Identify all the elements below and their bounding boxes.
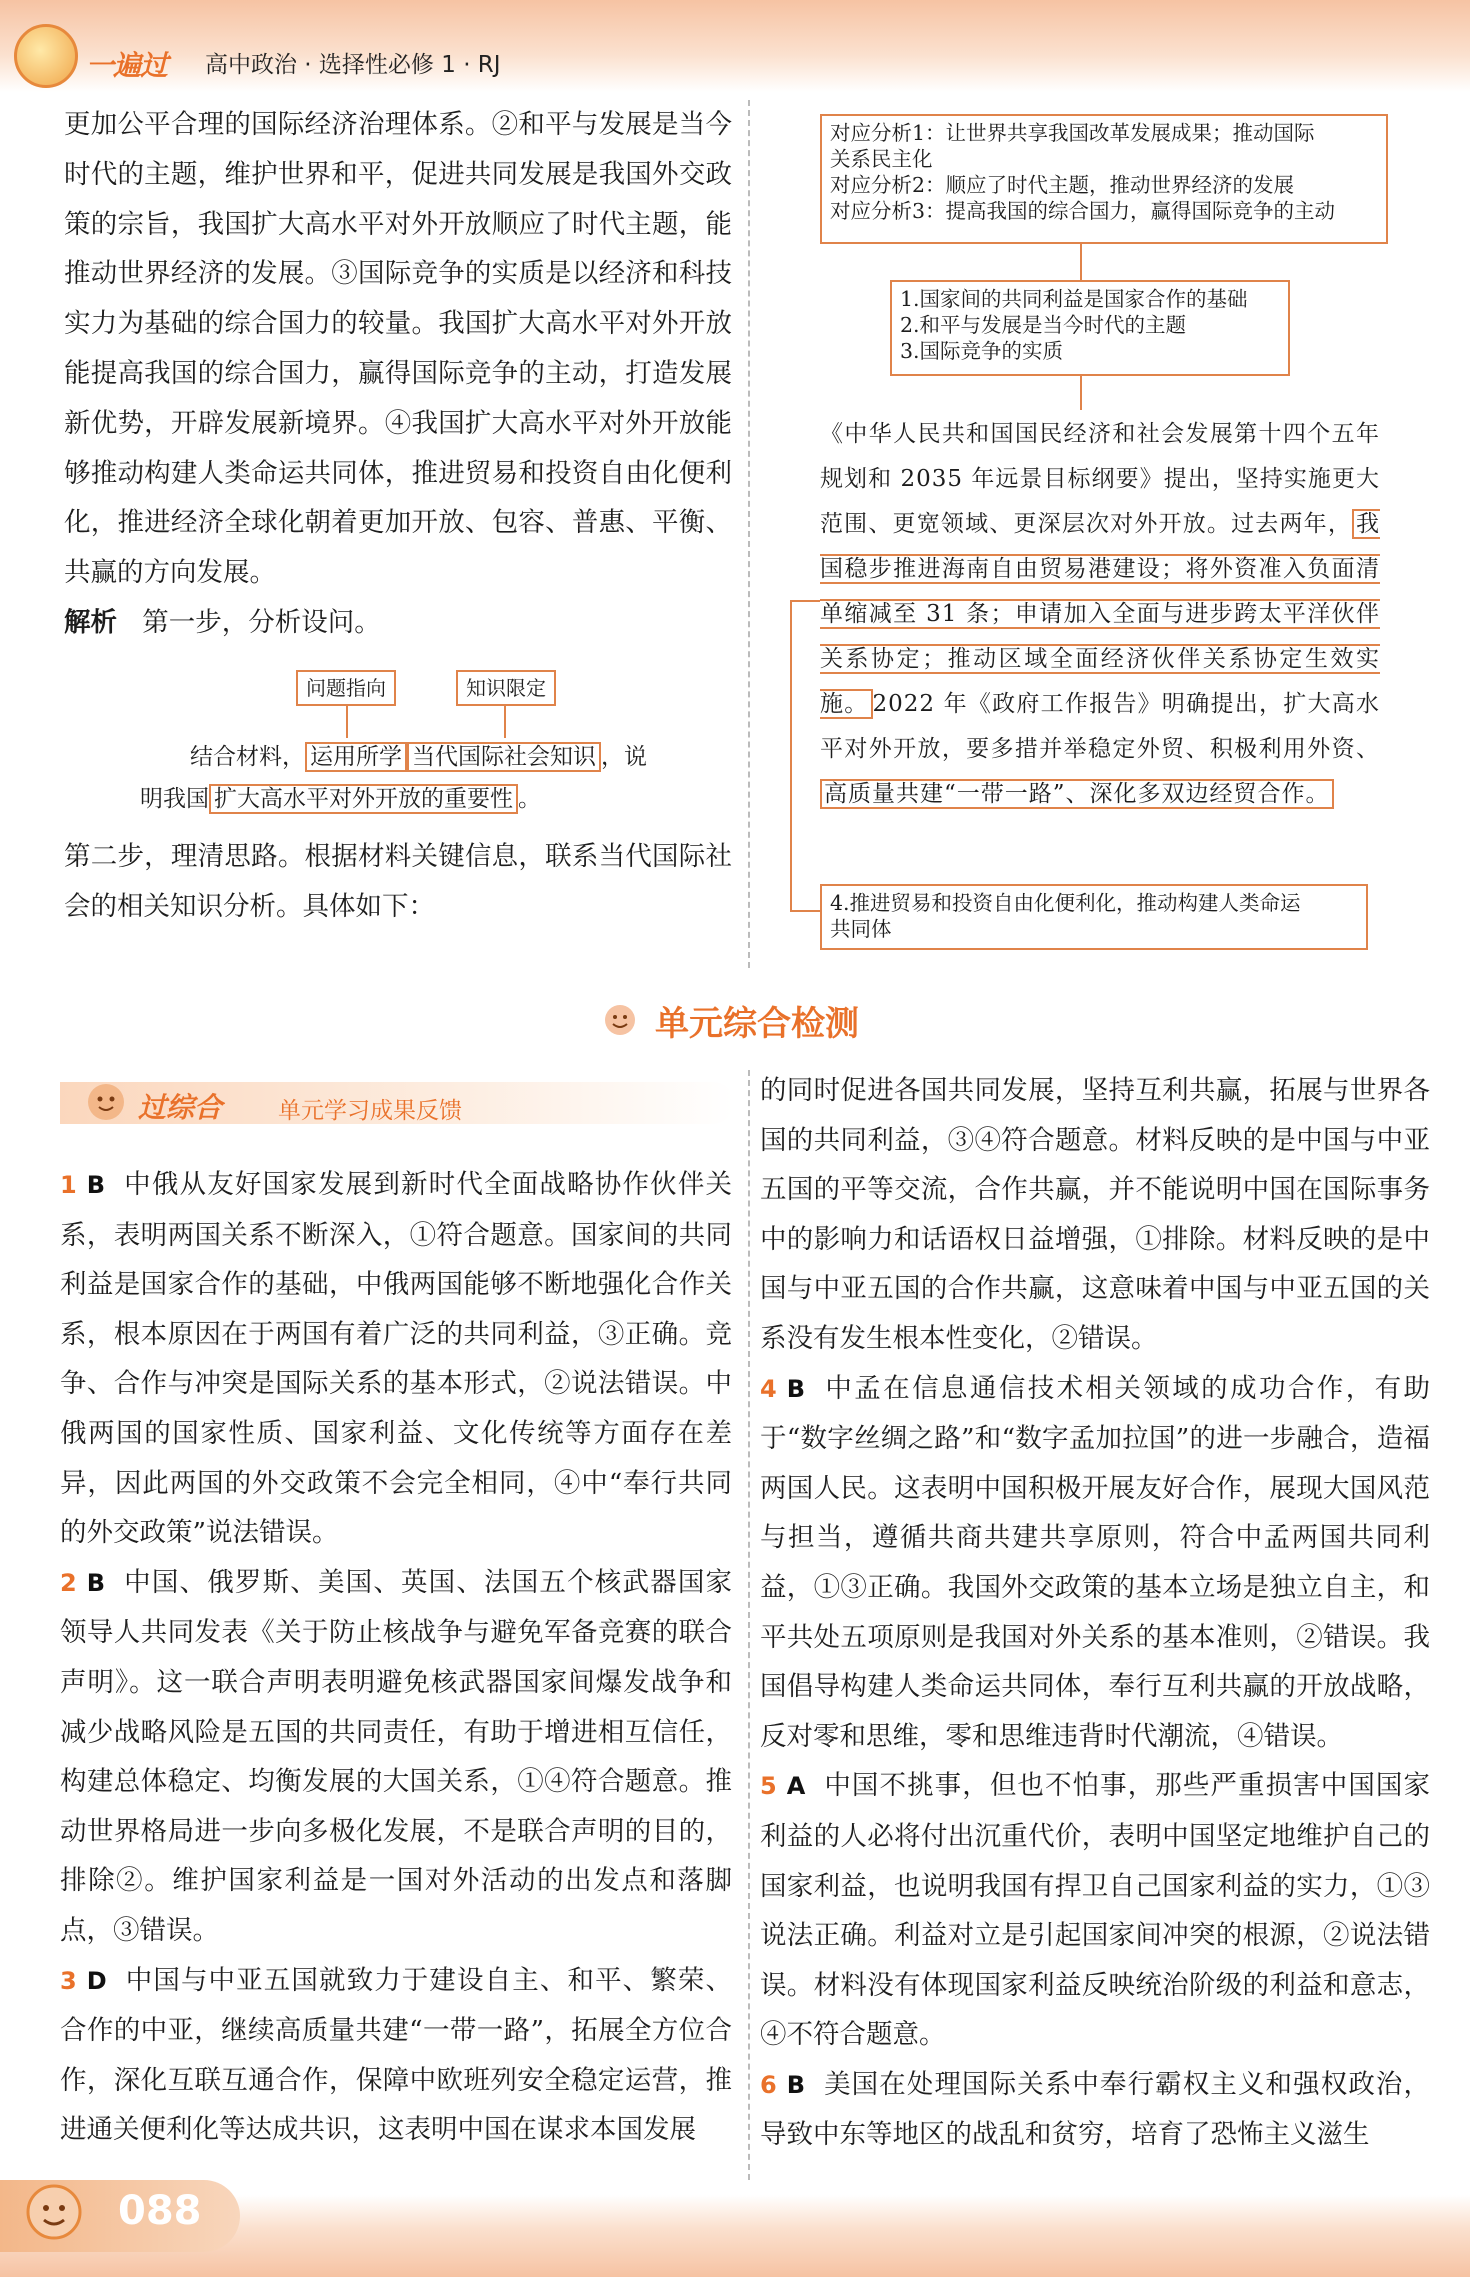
answer-text: 中国不挑事，但也不怕事，那些严重损害中国国家利益的人必将付出沉重代价，表明中国坚定地维护自己的国家利益，也说明我国有捍卫自己国家利益的实力，①③说法正确。利益对立是引起国家间冲突的根源，②说法错误。材料没有体现国家利益反映统治阶级的利益和意志，④不符合题意。 xyxy=(760,1770,1430,2051)
pill-label: 过综合 xyxy=(138,1091,223,1124)
answer-item xyxy=(760,1761,1430,2060)
page-number: 088 xyxy=(118,2188,202,2234)
q-highlight-knowledge: 当代国际社会知识 xyxy=(407,742,601,772)
q-text: 结合材料， xyxy=(190,744,305,770)
column-divider xyxy=(748,1070,750,2180)
q-highlight-object: 扩大高水平对外开放的重要性 xyxy=(209,784,518,814)
question-number: 5 xyxy=(760,1772,777,1801)
answer-text: 中国与中亚五国就致力于建设自主、和平、繁荣、合作的中亚，继续高质量共建“一带一路”，拓展全方位合作，深化互联互通合作，保障中欧班列安全稳定运营，推进通关便利化等达成共识，这表明中国在谋求本国发展 xyxy=(60,1964,732,2146)
answers-left-column xyxy=(60,1160,732,2155)
q-text: ，说 xyxy=(601,744,647,770)
answer-item xyxy=(60,1160,732,1558)
answer-item xyxy=(60,1956,732,2155)
question-number: 6 xyxy=(760,2070,777,2099)
brand-name: 一遍过 xyxy=(86,49,168,82)
arrow-line xyxy=(346,706,348,738)
question-number: 1 xyxy=(60,1171,77,1199)
knowledge-line: 4.推进贸易和投资自由化便利化，推动构建人类命运 xyxy=(830,891,1301,915)
q-text: 。 xyxy=(518,786,541,812)
analysis-box xyxy=(820,114,1388,244)
arrow-line xyxy=(1080,244,1082,280)
step2-block xyxy=(64,832,732,932)
book-title: 高中政治 · 选择性必修 1 · RJ xyxy=(205,52,501,78)
knowledge-line: 共同体 xyxy=(830,917,892,941)
question-line-1 xyxy=(190,736,647,778)
answer-text: 中孟在信息通信技术相关领域的成功合作，有助于“数字丝绸之路”和“数字孟加拉国”的进一步融合，造福两国人民。这表明中国积极开展友好合作，展现大国风范与担当，遵循共商共建共享原则，符合中孟两国共同利益，①③正确。我国外交政策的基本立场是独立自主，和平共处五项原则是我国对外关系的基本准则，②错误。我国倡导构建人类命运共同体，奉行互利共赢的开放战略，反对零和思维，零和思维违背时代潮流，④错误。 xyxy=(760,1372,1430,1752)
question-line-2 xyxy=(140,778,541,820)
answer-letter: A xyxy=(786,1772,806,1801)
answer-item xyxy=(760,1364,1430,1762)
material-part: 2022 年《政府工作报告》明确提出，扩大高水平对外开放，要多措并举稳定外贸、积极利用外资、 xyxy=(820,691,1380,762)
analysis-line: 对应分析2：顺应了时代主题，推动世界经济的发展 xyxy=(830,173,1295,197)
analysis-step1 xyxy=(64,598,732,648)
analysis-line: 对应分析1：让世界共享我国改革发展成果；推动国际 xyxy=(830,121,1315,145)
knowledge-box-4 xyxy=(820,884,1368,950)
step2-text: 第二步，理清思路。根据材料关键信息，联系当代国际社会的相关知识分析。具体如下： xyxy=(64,841,732,922)
bracket-line xyxy=(790,600,820,602)
answers-right-column xyxy=(760,1066,1430,2160)
column-divider xyxy=(748,100,750,968)
step1-text: 第一步，分析设问。 xyxy=(142,606,381,638)
tag-question-direction: 问题指向 xyxy=(296,670,396,706)
mascot-icon xyxy=(78,1072,134,1128)
q-highlight-direction: 运用所学 xyxy=(305,742,407,772)
q-text: 明我国 xyxy=(140,786,209,812)
tag-knowledge-limit: 知识限定 xyxy=(456,670,556,706)
smiley-face-icon xyxy=(596,1000,644,1040)
answer-letter: B xyxy=(86,1568,105,1597)
mascot-icon xyxy=(14,2170,94,2250)
answer-text: 美国在处理国际关系中奉行霸权主义和强权政治，导致中东等地区的战乱和贫穷，培育了恐怖主义滋生 xyxy=(760,2068,1430,2151)
material-highlight: 我国稳步推进海南自由贸易港建设；将外资准入负面清单缩减至 31 条；申请加入全面与进步跨太平洋伙伴关系协定；推动区域全面经济伙伴关系协定生效实施。 xyxy=(820,511,1380,717)
analysis-line: 对应分析3：提高我国的综合国力，赢得国际竞争的主动 xyxy=(830,199,1336,223)
answer-paragraph: 更加公平合理的国际经济治理体系。②和平与发展是当今时代的主题，维护世界和平，促进共同发展是我国外交政策的宗旨，我国扩大高水平对外开放顺应了时代主题，能推动世界经济的发展。③国际竞争的实质是以经济和科技实力为基础的综合国力的较量。我国扩大高水平对外开放能提高我国的综合国力，赢得国际竞争的主动，打造发展新优势，开辟发展新境界。④我国扩大高水平对外开放能够推动构建人类命运共同体，推进贸易和投资自由化便利化，推进经济全球化朝着更加开放、包容、普惠、平衡、共赢的方向发展。 xyxy=(64,109,732,589)
pill-subtitle: 单元学习成果反馈 xyxy=(278,1098,462,1124)
answer-item xyxy=(60,1558,732,1956)
knowledge-box xyxy=(890,280,1290,376)
left-top-column xyxy=(64,100,732,648)
question-number: 4 xyxy=(760,1374,777,1403)
question-number: 3 xyxy=(60,1966,77,1995)
knowledge-line: 1.国家间的共同利益是国家合作的基础 xyxy=(900,287,1248,311)
material-text xyxy=(820,412,1380,817)
answer-text: 中国、俄罗斯、美国、英国、法国五个核武器国家领导人共同发表《关于防止核战争与避免军备竞赛的联合声明》。这一联合声明表明避免核武器国家间爆发战争和减少战略风险是五国的共同责任，有助于增进相互信任，构建总体稳定、均衡发展的大国关系，①④符合题意。推动世界格局进一步向多极化发展，不是联合声明的目的，排除②。维护国家利益是一国对外活动的出发点和落脚点，③错误。 xyxy=(60,1566,732,1946)
answer-text: 中俄从友好国家发展到新时代全面战略协作伙伴关系，表明两国关系不断深入，①符合题意。国家间的共同利益是国家合作的基础，中俄两国能够不断地强化合作关系，根本原因在于两国有着广泛的共同利益，③正确。竞争、合作与冲突是国际关系的基本形式，②说法错误。中俄两国的国家性质、国家利益、文化传统等方面存在差异，因此两国的外交政策不会完全相同，④中“奉行共同的外交政策”说法错误。 xyxy=(60,1169,732,1549)
material-part: 《中华人民共和国国民经济和社会发展第十四个五年规划和 2035 年远景目标纲要》提出，坚持实施更大范围、更宽领域、更深层次对外开放。过去两年， xyxy=(820,421,1380,537)
answer-item xyxy=(760,2060,1430,2160)
answer-letter: D xyxy=(86,1966,107,1995)
answer-text: 的同时促进各国共同发展，坚持互利共赢，拓展与世界各国的共同利益，③④符合题意。材料反映的是中国与中亚五国的平等交流，合作共赢，并不能说明中国在国际事务中的影响力和话语权日益增强，①排除。材料反映的是中国与中亚五国的合作共赢，这意味着中国与中亚五国的关系没有发生根本性变化，②错误。 xyxy=(760,1075,1430,1354)
knowledge-line: 3.国际竞争的实质 xyxy=(900,339,1064,363)
question-number: 2 xyxy=(60,1568,77,1597)
knowledge-line: 2.和平与发展是当今时代的主题 xyxy=(900,313,1187,337)
material-highlight: 高质量共建“一带一路”、深化多双边经贸合作。 xyxy=(820,779,1334,809)
answer-letter: B xyxy=(86,1171,105,1199)
answer-letter: B xyxy=(786,1374,805,1403)
brand-logo-icon xyxy=(14,24,78,88)
bracket-line xyxy=(790,910,820,912)
analysis-label: 解析 xyxy=(64,606,117,638)
section-title: 单元综合检测 xyxy=(655,1004,859,1044)
analysis-line: 关系民主化 xyxy=(830,147,933,171)
answer-letter: B xyxy=(786,2070,805,2099)
arrow-line xyxy=(504,706,506,738)
answer-item xyxy=(760,1066,1430,1364)
bracket-line xyxy=(790,600,792,910)
arrow-line xyxy=(1080,376,1082,410)
